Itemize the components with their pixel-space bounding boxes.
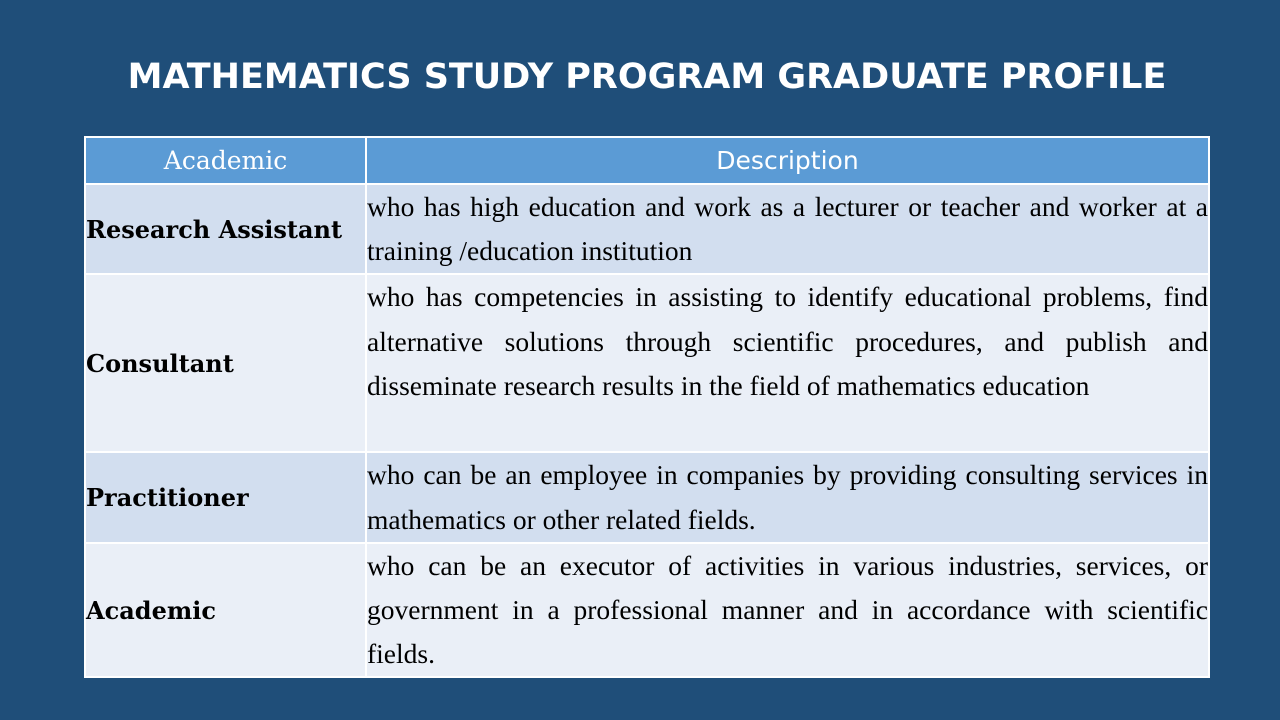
description-cell: who has competencies in assisting to identify educational problems, find alternative solutions through scientific procedures, and publish and disseminate research results in the field of mathematics education — [366, 274, 1209, 452]
header-description: Description — [366, 137, 1209, 184]
table-row — [85, 184, 1209, 274]
role-cell: Practitioner — [85, 452, 366, 542]
table-row — [85, 452, 1209, 542]
description-cell: who can be an employee in companies by providing consulting services in mathematics or other related fields. — [366, 452, 1209, 542]
graduate-profile-table — [84, 136, 1210, 678]
role-cell: Academic — [85, 543, 366, 678]
table-header-row — [85, 137, 1209, 184]
role-cell: Research Assistant — [85, 184, 366, 274]
slide-title: MATHEMATICS STUDY PROGRAM GRADUATE PROFILE — [127, 57, 1167, 97]
description-cell: who can be an executor of activities in various industries, services, or government in a professional manner and in accordance with scientific fields. — [366, 543, 1209, 678]
description-cell: who has high education and work as a lecturer or teacher and worker at a training /education institution — [366, 184, 1209, 274]
header-academic: Academic — [85, 137, 366, 184]
table-row — [85, 274, 1209, 452]
table-row — [85, 543, 1209, 678]
role-cell: Consultant — [85, 274, 366, 452]
